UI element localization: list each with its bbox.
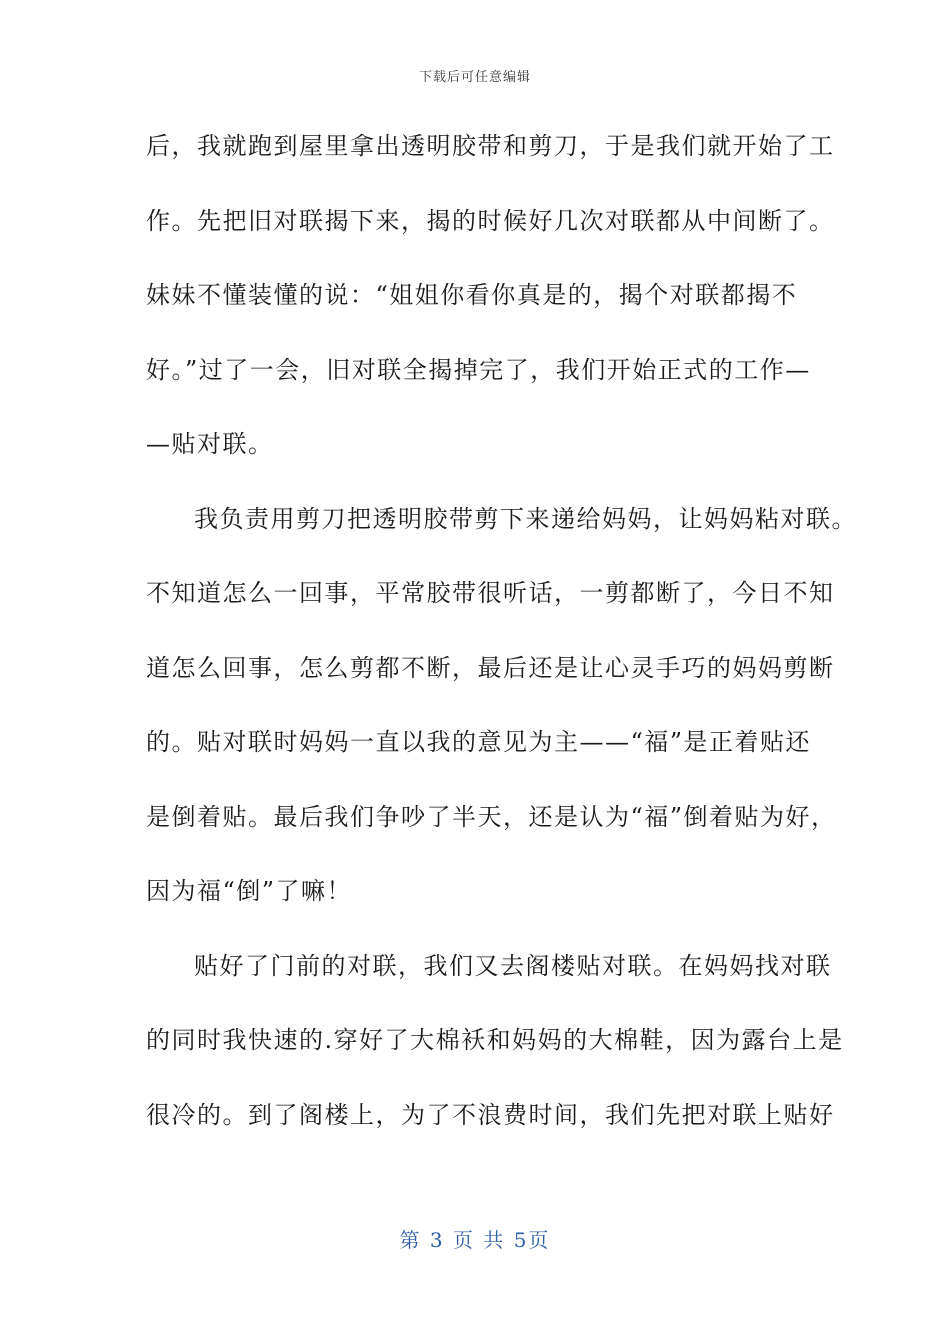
text-line: 道怎么回事，怎么剪都不断，最后还是让心灵手巧的妈妈剪断 bbox=[146, 653, 835, 682]
text-line: 妹妹不懂装懂的说：“姐姐你看你真是的，揭个对联都揭不 bbox=[146, 281, 798, 309]
page-header: 下载后可任意编辑 bbox=[418, 70, 531, 85]
text-line: 好。”过了一会，旧对联全揭掉完了，我们开始正式的工作— bbox=[146, 355, 811, 384]
text-line: 后，我就跑到屋里拿出透明胶带和剪刀，于是我们就开始了工 bbox=[146, 132, 835, 160]
text-line: 的。贴对联时妈妈一直以我的意见为主——“福”是正着贴还 bbox=[146, 728, 812, 756]
text-line: 很冷的。到了阁楼上，为了不浪费时间，我们先把对联上贴好 bbox=[146, 1100, 835, 1129]
document-body bbox=[146, 126, 857, 1169]
paragraph-start-line: 我负责用剪刀把透明胶带剪下来递给妈妈，让妈妈粘对联。 bbox=[194, 504, 857, 533]
paragraph-start-line: 贴好了门前的对联，我们又去阁楼贴对联。在妈妈找对联 bbox=[194, 951, 832, 980]
text-line: 作。先把旧对联揭下来，揭的时候好几次对联都从中间断了。 bbox=[146, 206, 835, 235]
text-line: 不知道怎么一回事，平常胶带很听话，一剪都断了，今日不知 bbox=[146, 579, 835, 607]
text-line: 的同时我快速的.穿好了大棉袄和妈妈的大棉鞋，因为露台上是 bbox=[146, 1026, 844, 1054]
text-line: 因为福“倒”了嘛！ bbox=[146, 877, 353, 905]
text-line: 是倒着贴。最后我们争吵了半天，还是认为“福”倒着贴为好， bbox=[146, 802, 837, 831]
page-number-footer: 第 3 页 共 5页 bbox=[399, 1228, 551, 1252]
text-line: —贴对联。 bbox=[146, 430, 274, 458]
